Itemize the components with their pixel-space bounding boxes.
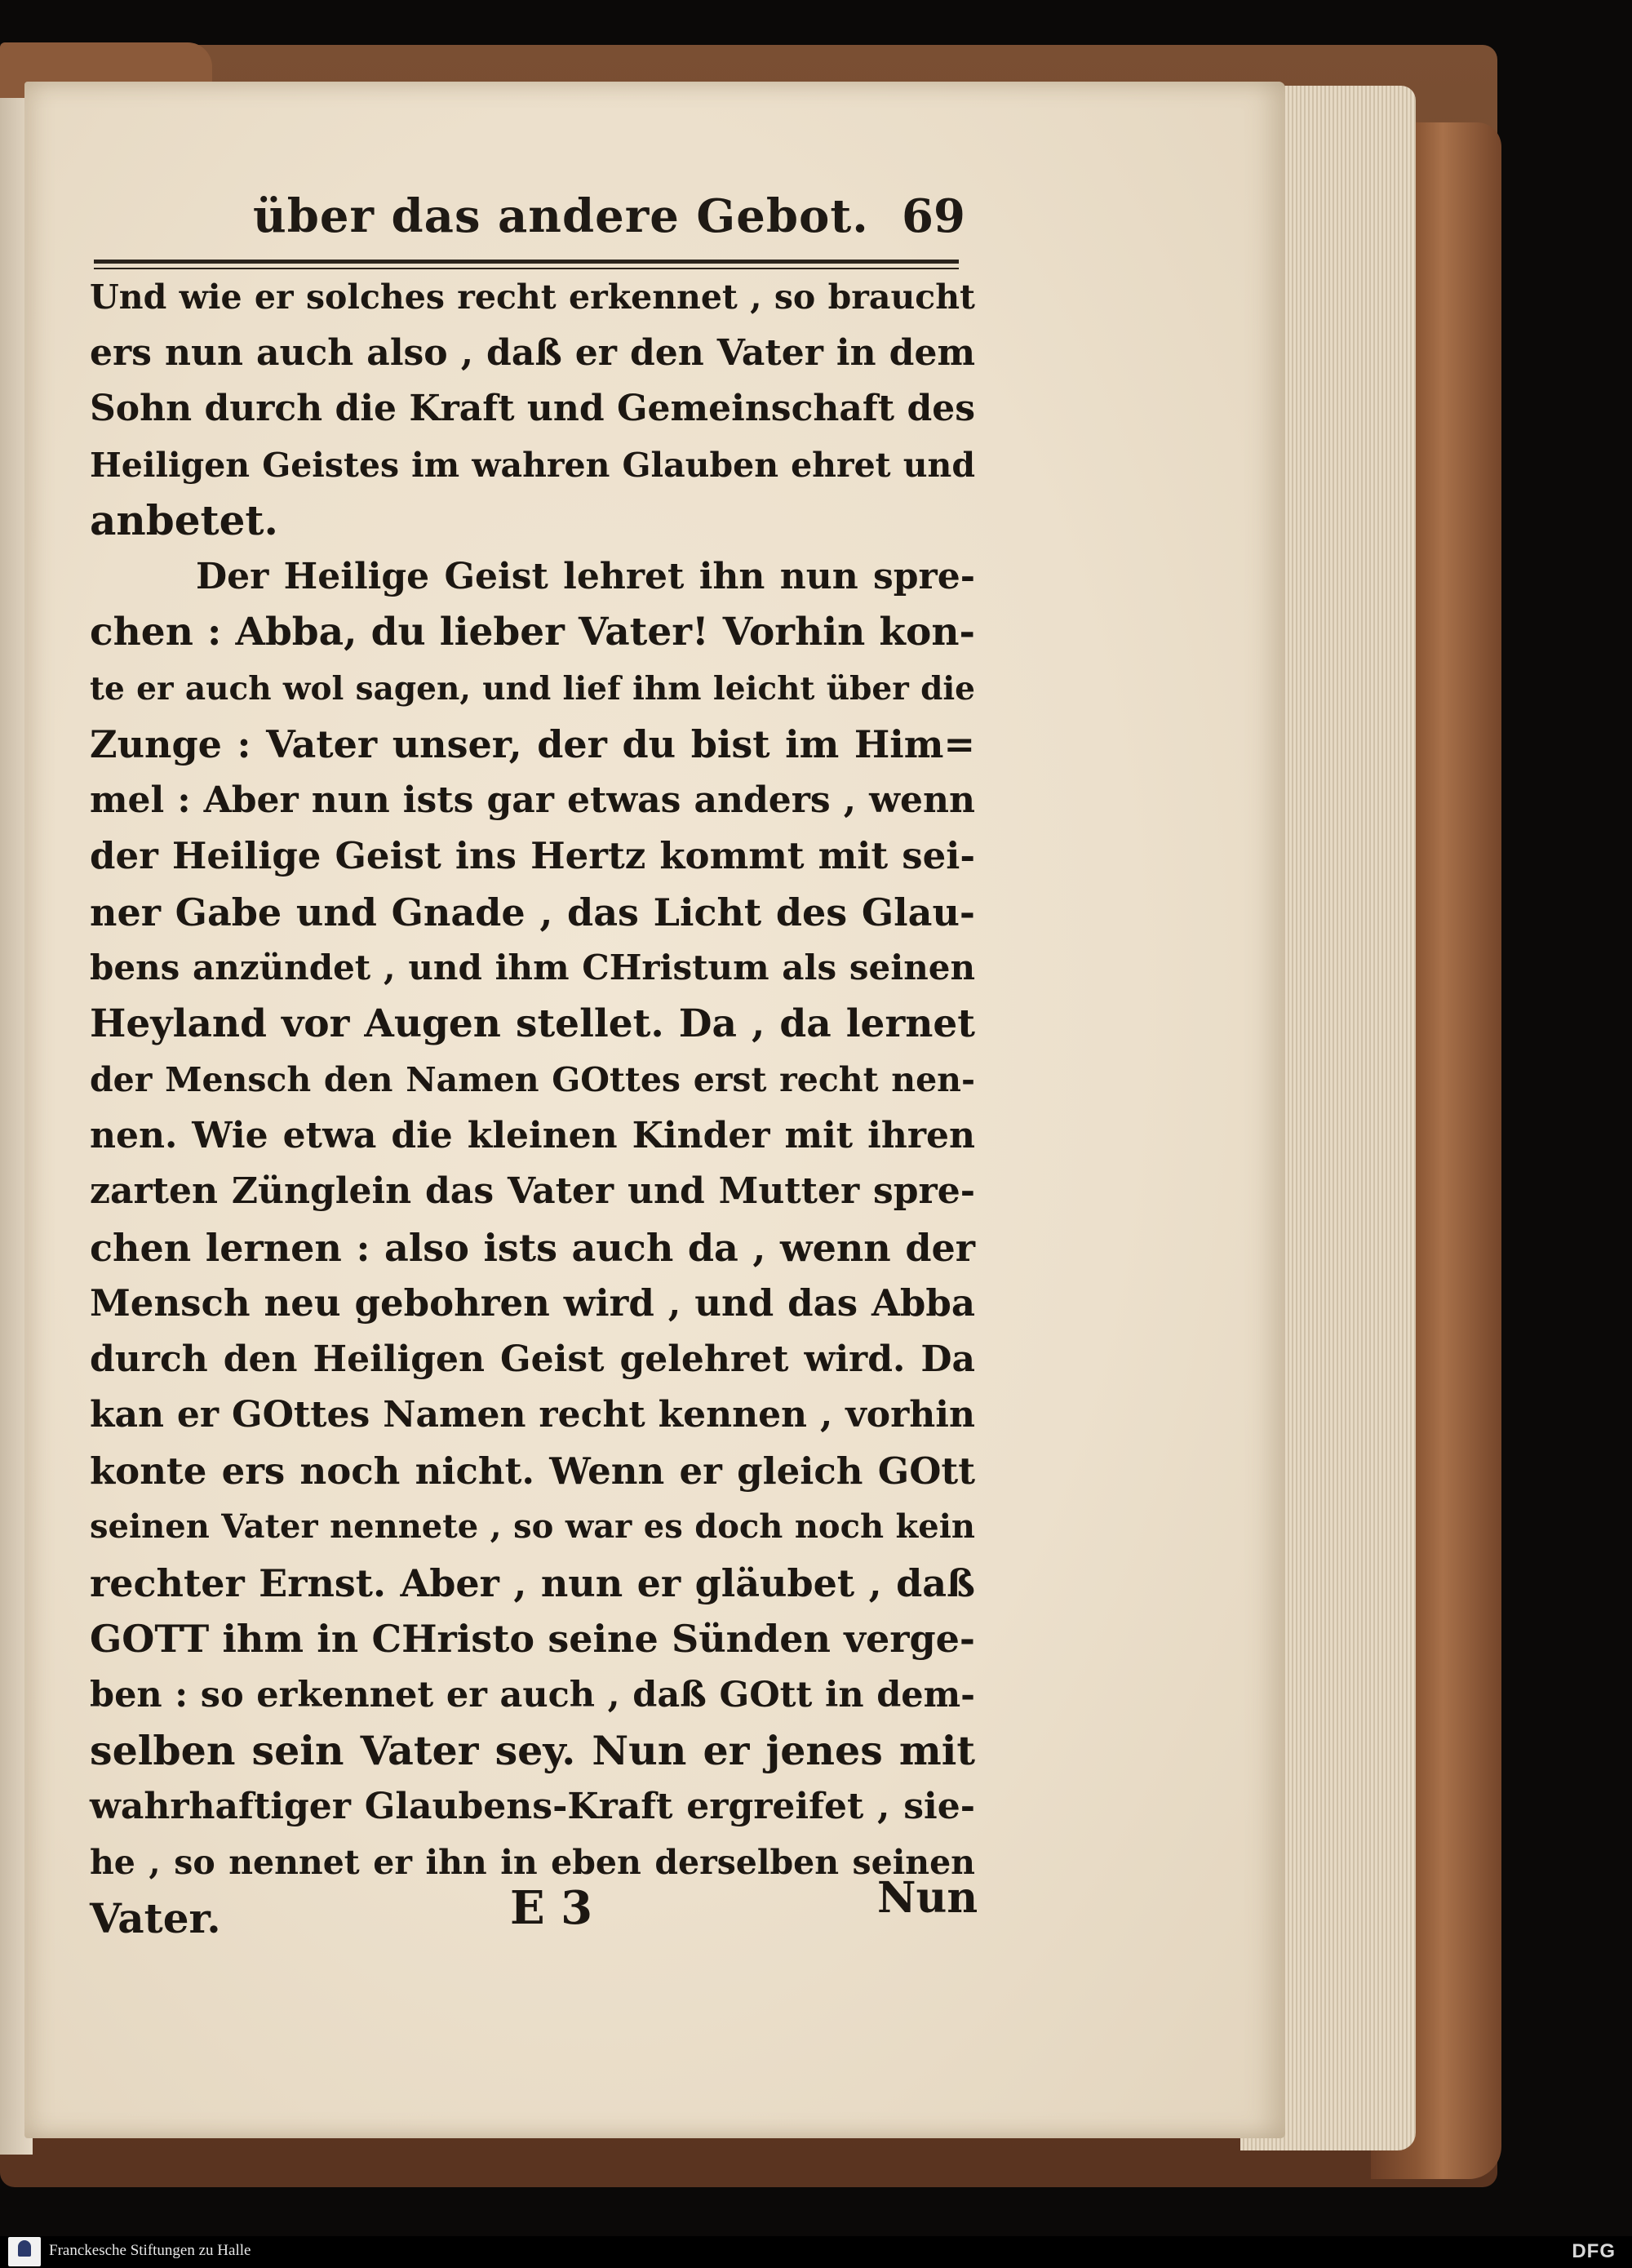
text-line: Der Heilige Geist lehret ihn nun spre- [196,555,975,597]
text-line: kan er GOttes Namen recht kennen , vorhin [90,1394,975,1436]
text-line: rechter Ernst. Aber , nun er gläubet , daß [90,1560,975,1605]
running-head: über das andere Gebot. [253,189,869,243]
text-line: chen lernen : also ists auch da , wenn der [90,1225,975,1270]
institution-logo-icon [18,2240,31,2257]
head-rule [94,260,959,264]
text-line: seinen Vater nennete , so war es doch noch kein [90,1507,975,1546]
text-line: chen : Abba, du lieber Vater! Vorhin kon- [90,610,975,655]
text-line: wahrhaftiger Glaubens-Kraft ergreifet , sie- [90,1785,975,1827]
text-line: Mensch neu gebohren wird , und das Abba [90,1281,975,1325]
dfg-credit: DFG [1572,2240,1616,2262]
text-line: Heiligen Geistes im wahren Glauben ehret und [90,445,975,485]
text-line: Zunge : Vater unser, der du bist im Him= [90,722,975,766]
catchword: Nun [877,1873,978,1923]
page-number: 69 [902,189,965,243]
text-line: Heyland vor Augen stellet. Da , da lernet [90,1001,975,1046]
text-line: konte ers noch nicht. Wenn er gleich GOtt [90,1449,975,1493]
text-line: der Mensch den Namen GOttes erst recht nen- [90,1060,975,1099]
text-line: selben sein Vater sey. Nun er jenes mit [90,1727,975,1774]
signature-mark: E 3 [510,1881,593,1935]
text-line: Und wie er solches recht erkennet , so braucht [90,277,975,317]
text-body [90,269,975,1946]
text-line: mel : Aber nun ists gar etwas anders , wenn [90,779,975,821]
text-line: zarten Zünglein das Vater und Mutter spre- [90,1170,975,1212]
text-line: der Heilige Geist ins Hertz kommt mit sei- [90,834,975,877]
text-line: ner Gabe und Gnade , das Licht des Glau- [90,890,975,934]
text-line: durch den Heiligen Geist gelehret wird. Da [90,1338,975,1380]
text-line: anbetet. [90,496,278,544]
text-line: GOTT ihm in CHristo seine Sünden verge- [90,1617,975,1661]
text-line: te er auch wol sagen, und lief ihm leicht über die [90,669,975,708]
institution-name: Franckesche Stiftungen zu Halle [49,2242,251,2259]
text-line: ers nun auch also , daß er den Vater in dem [90,331,975,374]
text-line: nen. Wie etwa die kleinen Kinder mit ihren [90,1114,975,1156]
text-line: bens anzündet , und ihm CHristum als seinen [90,948,975,988]
text-line: ben : so erkennet er auch , daß GOtt in dem- [90,1674,975,1715]
text-line: Sohn durch die Kraft und Gemeinschaft des [90,388,975,429]
text-line: Vater. [90,1893,221,1942]
text-line: he , so nennet er ihn in eben derselben seinen [90,1843,975,1882]
